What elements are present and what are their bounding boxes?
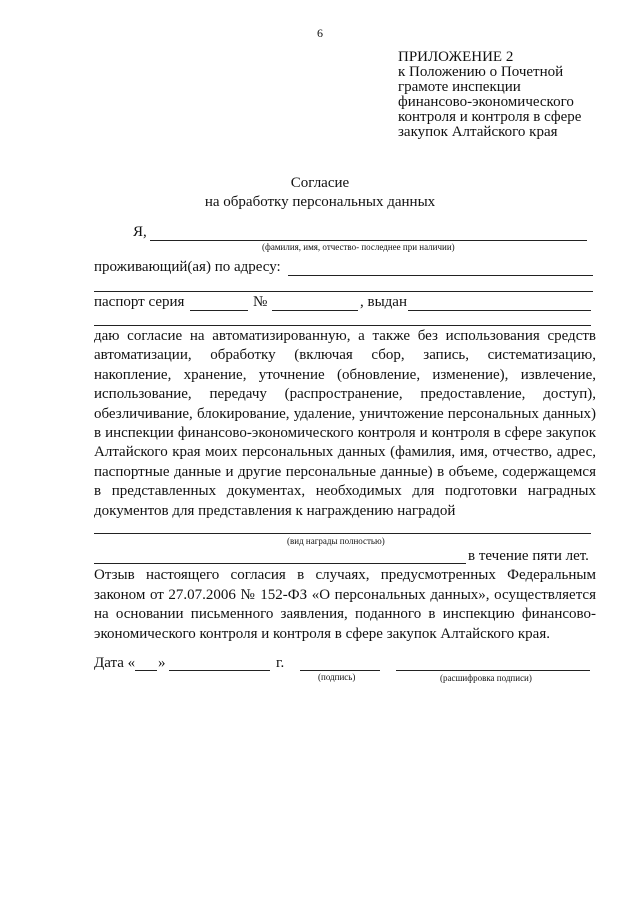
- award-field-line-2[interactable]: [94, 563, 466, 564]
- decoding-caption: (расшифровка подписи): [440, 673, 532, 683]
- signature-decoding-field[interactable]: [396, 670, 590, 671]
- address-field-line[interactable]: [288, 275, 593, 276]
- date-close-quote: »: [158, 655, 166, 671]
- appendix-block: [398, 50, 628, 140]
- passport-number-field[interactable]: [272, 310, 358, 311]
- award-field-line[interactable]: [94, 533, 591, 534]
- date-month-year-field[interactable]: [169, 670, 270, 671]
- fio-caption: (фамилия, имя, отчество- последнее при наличии): [262, 242, 455, 252]
- issued-by-field-2[interactable]: [94, 325, 591, 326]
- signature-caption: (подпись): [318, 672, 356, 682]
- year-suffix: г.: [276, 655, 285, 671]
- i-label: Я,: [133, 224, 147, 240]
- issued-by-field[interactable]: [408, 310, 591, 311]
- heading-line-1: Согласие: [290, 175, 350, 191]
- passport-series-field[interactable]: [190, 310, 248, 311]
- address-label: проживающий(ая) по адресу:: [94, 259, 281, 275]
- fio-field-line[interactable]: [150, 240, 587, 241]
- appendix-line: закупок Алтайского края: [398, 124, 558, 140]
- period-text: в течение пяти лет.: [468, 548, 589, 564]
- appendix-line: к Положению о Почетной: [398, 64, 564, 80]
- heading-line-2: на обработку персональных данных: [204, 194, 436, 210]
- document-heading: [0, 174, 640, 212]
- passport-number-label: №: [253, 294, 268, 310]
- page-number: 6: [317, 26, 323, 40]
- date-label: Дата «: [94, 655, 136, 671]
- appendix-title: ПРИЛОЖЕНИЕ 2: [398, 49, 514, 65]
- award-caption: (вид награды полностью): [287, 536, 385, 546]
- issued-label: , выдан: [360, 294, 407, 310]
- appendix-line: финансово-экономического: [398, 94, 574, 110]
- signature-field[interactable]: [300, 670, 380, 671]
- consent-paragraph: даю согласие на автоматизированную, а также без использования средств автоматизации, обработку (включая сбор, запись, систематизацию, накопление, хранение, уточнение (обновление, изменение), извлечение, использование, передачу (распространение, предоставление, доступ), обезличивание, блокирование, удаление, уничтожение персональных данных) в инспекции финансово-экономического контроля и контроля в сфере закупок Алтайского края моих персональных данных (фамилия, имя, отчество, адрес, паспортные данные и другие персональные данные) в объеме, содержащемся в представленных документах, необходимых для подготовки наградных документов для представления к награждению наградой: [94, 328, 596, 519]
- revocation-paragraph: Отзыв настоящего согласия в случаях, предусмотренных Федеральным законом от 27.07.2006 № 152-ФЗ «О персональных данных», осуществляется на основании письменного заявления, поданного в инспекцию финансово-экономического контроля и контроля в сфере закупок Алтайского края.: [94, 567, 596, 642]
- appendix-line: грамоте инспекции: [398, 79, 521, 95]
- address-field-line-2[interactable]: [94, 291, 593, 292]
- appendix-line: контроля и контроля в сфере: [398, 109, 582, 125]
- passport-series-label: паспорт серия: [94, 294, 185, 310]
- date-day-field[interactable]: [135, 670, 157, 671]
